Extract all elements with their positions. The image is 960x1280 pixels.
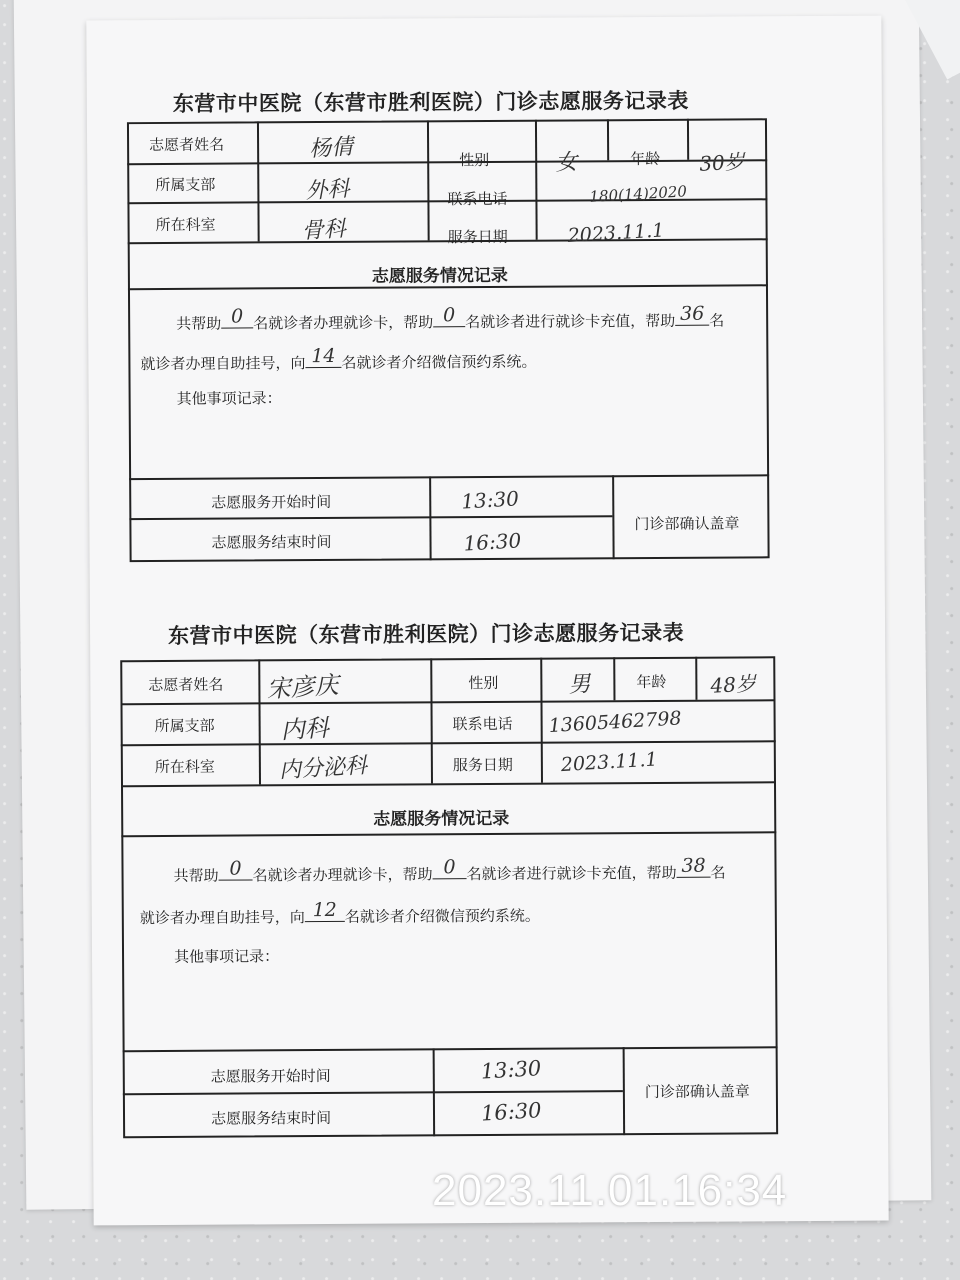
label-department: 所在科室 [155,215,216,235]
value-volunteer-name: 杨倩 [308,134,354,163]
record-line-1: 共帮助 0 名就诊者办理就诊卡，帮助 0 名就诊者进行就诊卡充值，帮助 38 名 [173,854,726,885]
blank-cards: 0 [218,861,252,880]
label-end-time: 志愿服务结束时间 [210,1108,332,1128]
label-end-time: 志愿服务结束时间 [211,532,332,552]
value-branch: 内科 [280,713,330,745]
label-gender: 性别 [459,150,490,170]
label-service-date: 服务日期 [447,227,508,247]
value-phone: 13605462798 [548,707,683,738]
label-phone: 联系电话 [452,714,513,734]
label-gender: 性别 [468,673,499,693]
label-volunteer-name: 志愿者姓名 [148,675,224,695]
value-start-time: 13:30 [460,486,520,514]
value-gender: 女 [554,149,579,177]
value-department: 骨科 [301,216,347,245]
label-phone: 联系电话 [447,189,508,209]
value-service-date: 2023.11.1 [567,219,665,248]
blank-recharge: 0 [432,860,466,879]
label-start-time: 志愿服务开始时间 [211,492,332,512]
label-branch: 所属支部 [155,175,216,195]
label-volunteer-name: 志愿者姓名 [149,135,225,155]
label-age: 年龄 [630,149,661,169]
value-end-time: 16:30 [462,528,522,556]
label-department: 所在科室 [154,757,215,777]
value-service-date: 2023.11.1 [560,748,659,777]
value-phone: 180(14)2020 [588,182,688,206]
value-start-time: 13:30 [480,1056,542,1084]
label-age: 年龄 [636,672,667,692]
value-end-time: 16:30 [480,1098,543,1126]
blank-self-register: 38 [677,859,711,878]
label-other-matters: 其他事项记录： [173,947,280,966]
section-title-record: 志愿服务情况记录 [373,808,510,830]
label-service-date: 服务日期 [452,755,513,775]
blank-self-register: 36 [675,307,709,326]
value-volunteer-name: 宋彦庆 [265,671,340,704]
section-title-record: 志愿服务情况记录 [371,265,508,287]
blank-wechat: 14 [305,349,341,368]
value-age: 30岁 [698,149,746,176]
record-line-1: 共帮助 0 名就诊者办理就诊卡，帮助 0 名就诊者进行就诊卡充值，帮助 36 名 [176,302,725,333]
label-seal: 门诊部确认盖章 [644,1082,750,1102]
record-sheet [86,16,888,1226]
record-line-2: 就诊者办理自助挂号，向 14 名就诊者介绍微信预约系统。 [140,344,537,374]
blank-wechat: 12 [305,903,345,922]
label-other-matters: 其他事项记录： [176,389,282,408]
record-line-2: 就诊者办理自助挂号，向 12 名就诊者介绍微信预约系统。 [139,898,540,928]
value-age: 48岁 [709,671,757,698]
label-seal: 门诊部确认盖章 [634,514,740,534]
blank-recharge: 0 [433,308,465,327]
label-branch: 所属支部 [154,716,215,736]
value-gender: 男 [567,671,592,699]
blank-cards: 0 [221,309,253,328]
value-branch: 外科 [304,176,351,205]
photo-timestamp: 2023.11.01.16:34 [432,1166,788,1215]
value-department: 内分泌科 [278,753,368,784]
label-start-time: 志愿服务开始时间 [210,1066,331,1086]
form-title: 东营市中医院（东营市胜利医院）门诊志愿服务记录表 [172,87,689,116]
form-title: 东营市中医院（东营市胜利医院）门诊志愿服务记录表 [168,619,685,648]
